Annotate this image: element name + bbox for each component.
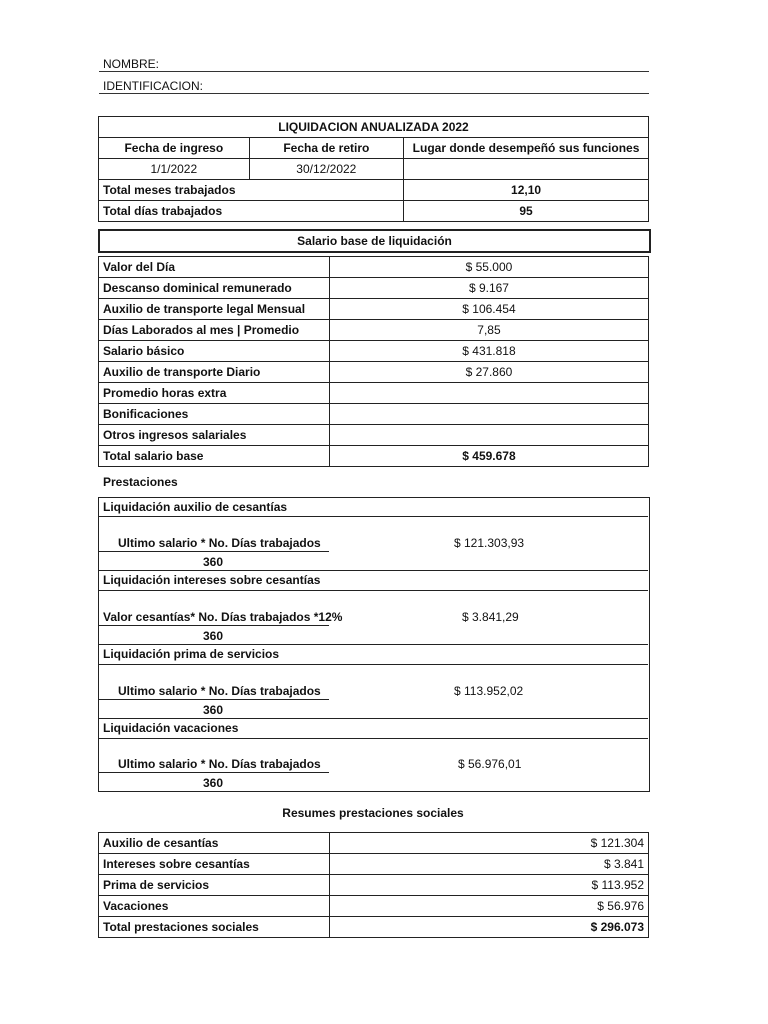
prima-title: Liquidación prima de servicios xyxy=(103,647,280,661)
prestaciones-heading: Prestaciones xyxy=(103,475,178,489)
divider xyxy=(98,718,648,719)
prima-denominator: 360 xyxy=(203,703,224,717)
total-prestaciones-value: $ 296.073 xyxy=(329,917,648,938)
intereses-value: $ 3.841,29 xyxy=(462,610,519,624)
salario-base-table xyxy=(98,256,649,467)
resumen-table xyxy=(98,832,649,938)
cesantias-denominator: 360 xyxy=(203,555,224,569)
row-label: Otros ingresos salariales xyxy=(99,425,330,446)
divider xyxy=(98,738,648,739)
total-dias-value: 95 xyxy=(404,201,649,222)
col-fecha-retiro: Fecha de retiro xyxy=(249,138,403,159)
resumen-row-label: Auxilio de cesantías xyxy=(99,833,330,854)
resumen-row-value: $ 121.304 xyxy=(329,833,648,854)
fraction-line xyxy=(99,699,329,700)
col-lugar: Lugar donde desempeñó sus funciones xyxy=(404,138,649,159)
vacaciones-title: Liquidación vacaciones xyxy=(103,721,239,735)
fecha-ingreso-value: 1/1/2022 xyxy=(99,159,250,180)
row-label: Promedio horas extra xyxy=(99,383,330,404)
cesantias-formula: Ultimo salario * No. Días trabajados xyxy=(118,536,321,550)
lugar-value xyxy=(404,159,649,180)
row-label: Bonificaciones xyxy=(99,404,330,425)
row-value: $ 431.818 xyxy=(329,341,648,362)
fraction-line xyxy=(99,625,329,626)
vacaciones-formula: Ultimo salario * No. Días trabajados xyxy=(118,757,321,771)
intereses-formula: Valor cesantías* No. Días trabajados *12% xyxy=(103,610,343,624)
identificacion-line xyxy=(99,93,649,94)
intereses-denominator: 360 xyxy=(203,629,224,643)
row-label: Salario básico xyxy=(99,341,330,362)
row-label: Auxilio de transporte legal Mensual xyxy=(99,299,330,320)
divider xyxy=(98,590,648,591)
intereses-title: Liquidación intereses sobre cesantías xyxy=(103,573,321,587)
vacaciones-denominator: 360 xyxy=(203,776,224,790)
row-value: $ 9.167 xyxy=(329,278,648,299)
nombre-label: NOMBRE: xyxy=(103,57,160,71)
cesantias-title: Liquidación auxilio de cesantías xyxy=(103,500,288,514)
total-meses-label: Total meses trabajados xyxy=(99,180,404,201)
identificacion-label: IDENTIFICACION: xyxy=(103,79,204,93)
row-value: $ 27.860 xyxy=(329,362,648,383)
salario-base-title xyxy=(98,229,651,253)
liquidacion-title: LIQUIDACION ANUALIZADA 2022 xyxy=(99,117,649,138)
resumen-row-value: $ 3.841 xyxy=(329,854,648,875)
row-label: Auxilio de transporte Diario xyxy=(99,362,330,383)
resumen-title: Resumes prestaciones sociales xyxy=(282,806,464,820)
row-value: 7,85 xyxy=(329,320,648,341)
divider xyxy=(98,570,648,571)
divider xyxy=(98,664,648,665)
prima-value: $ 113.952,02 xyxy=(454,684,524,698)
resumen-row-label: Vacaciones xyxy=(99,896,330,917)
row-value xyxy=(329,425,648,446)
row-value xyxy=(329,383,648,404)
row-value xyxy=(329,404,648,425)
col-fecha-ingreso: Fecha de ingreso xyxy=(99,138,250,159)
liquidacion-table xyxy=(98,116,649,222)
salario-base-title-text: Salario base de liquidación xyxy=(297,234,452,248)
divider xyxy=(98,644,648,645)
resumen-row-label: Intereses sobre cesantías xyxy=(99,854,330,875)
resumen-row-value: $ 113.952 xyxy=(329,875,648,896)
row-value: $ 106.454 xyxy=(329,299,648,320)
fecha-retiro-value: 30/12/2022 xyxy=(249,159,403,180)
total-meses-value: 12,10 xyxy=(404,180,649,201)
fraction-line xyxy=(99,551,329,552)
total-dias-label: Total días trabajados xyxy=(99,201,404,222)
vacaciones-value: $ 56.976,01 xyxy=(458,757,522,771)
cesantias-value: $ 121.303,93 xyxy=(454,536,525,550)
row-label: Días Laborados al mes | Promedio xyxy=(99,320,330,341)
row-value: $ 55.000 xyxy=(329,257,648,278)
total-salario-base-label: Total salario base xyxy=(99,446,330,467)
nombre-line xyxy=(99,71,649,72)
prima-formula: Ultimo salario * No. Días trabajados xyxy=(118,684,321,698)
divider xyxy=(98,516,648,517)
resumen-row-value: $ 56.976 xyxy=(329,896,648,917)
total-salario-base-value: $ 459.678 xyxy=(329,446,648,467)
resumen-row-label: Prima de servicios xyxy=(99,875,330,896)
row-label: Descanso dominical remunerado xyxy=(99,278,330,299)
row-label: Valor del Día xyxy=(99,257,330,278)
fraction-line xyxy=(99,772,329,773)
total-prestaciones-label: Total prestaciones sociales xyxy=(99,917,330,938)
